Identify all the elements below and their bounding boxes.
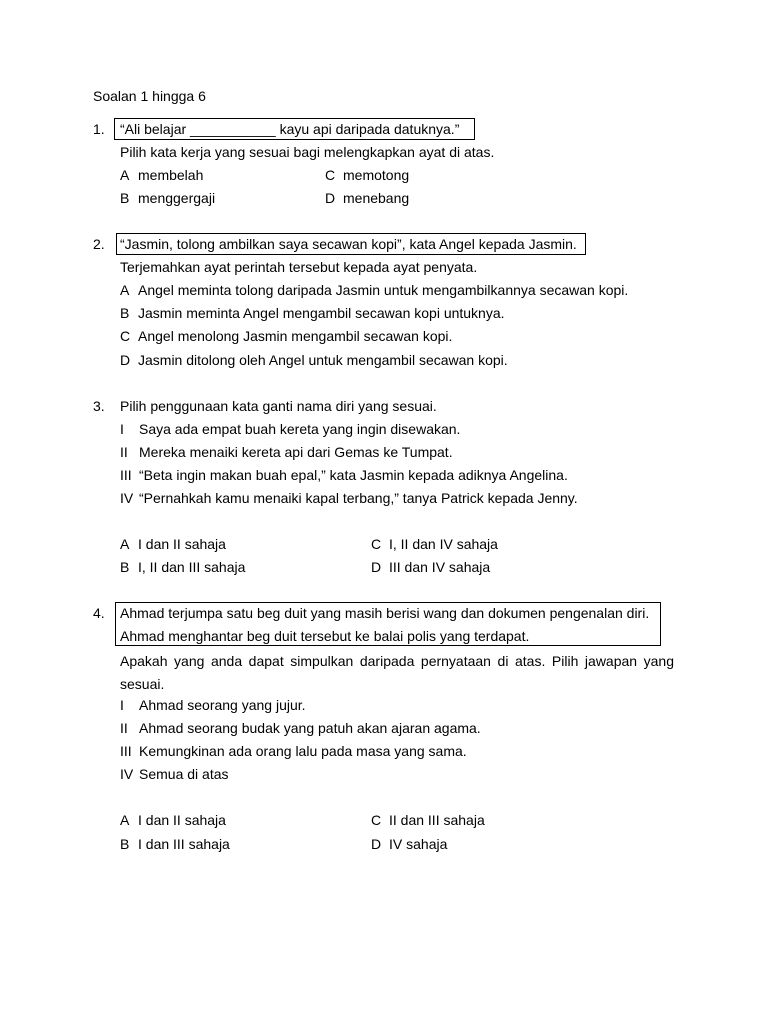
statement-i bbox=[120, 696, 306, 714]
statement-text: Semua di atas bbox=[139, 766, 229, 782]
question-number: 2. bbox=[93, 236, 105, 252]
option-b bbox=[120, 835, 230, 853]
option-c bbox=[325, 166, 409, 184]
statement-text: Ahmad seorang yang jujur. bbox=[139, 697, 306, 713]
option-text: Jasmin ditolong oleh Angel untuk mengambil secawan kopi. bbox=[138, 352, 508, 368]
statement-iii bbox=[120, 466, 568, 484]
option-a bbox=[120, 535, 226, 553]
option-letter: D bbox=[325, 190, 336, 206]
option-letter: D bbox=[371, 836, 382, 852]
option-a bbox=[120, 166, 203, 184]
option-letter: A bbox=[120, 282, 130, 298]
option-b bbox=[120, 189, 215, 207]
option-text: I dan III sahaja bbox=[138, 836, 230, 852]
question-number: 1. bbox=[93, 121, 105, 137]
option-a bbox=[120, 281, 628, 299]
statement-text: Mereka menaiki kereta api dari Gemas ke Tumpat. bbox=[139, 444, 453, 460]
statement-numeral: I bbox=[120, 697, 124, 713]
statement-text: “Beta ingin makan buah epal,” kata Jasmin kepada adiknya Angelina. bbox=[139, 467, 568, 483]
option-text: menggergaji bbox=[138, 190, 216, 206]
statement-numeral: IV bbox=[120, 490, 134, 506]
option-text: membelah bbox=[138, 167, 204, 183]
question-number: 4. bbox=[93, 605, 105, 621]
option-letter: B bbox=[120, 836, 130, 852]
option-letter: C bbox=[371, 812, 382, 828]
option-letter: C bbox=[120, 328, 131, 344]
option-c bbox=[371, 535, 498, 553]
boxed-sentence: “Ali belajar ___________ kayu api daripada datuknya.” bbox=[120, 121, 460, 137]
statement-text: Kemungkinan ada orang lalu pada masa yang sama. bbox=[139, 743, 467, 759]
statement-text: Ahmad seorang budak yang patuh akan ajaran agama. bbox=[139, 720, 481, 736]
question-prompt: Pilih kata kerja yang sesuai bagi melengkapkan ayat di atas. bbox=[120, 144, 495, 160]
option-b bbox=[120, 304, 505, 322]
option-text: Angel meminta tolong daripada Jasmin untuk mengambilkannya secawan kopi. bbox=[138, 282, 629, 298]
boxed-sentence: “Jasmin, tolong ambilkan saya secawan kopi”, kata Angel kepada Jasmin. bbox=[120, 236, 577, 252]
scenario-line-1: Ahmad terjumpa satu beg duit yang masih berisi wang dan dokumen pengenalan diri. bbox=[120, 605, 650, 621]
statement-numeral: III bbox=[120, 743, 132, 759]
question-prompt: Terjemahkan ayat perintah tersebut kepada ayat penyata. bbox=[120, 259, 478, 275]
option-text: I, II dan III sahaja bbox=[138, 559, 246, 575]
scenario-line-2: Ahmad menghantar beg duit tersebut ke balai polis yang terdapat. bbox=[120, 628, 530, 644]
statement-text: Saya ada empat buah kereta yang ingin disewakan. bbox=[139, 421, 461, 437]
statement-iii bbox=[120, 742, 467, 760]
statement-iv bbox=[120, 765, 229, 783]
question-number: 3. bbox=[93, 398, 105, 414]
option-letter: A bbox=[120, 812, 130, 828]
option-letter: D bbox=[120, 352, 131, 368]
statement-numeral: III bbox=[120, 467, 132, 483]
page-title: Soalan 1 hingga 6 bbox=[93, 88, 206, 104]
statement-numeral: I bbox=[120, 421, 124, 437]
statement-ii bbox=[120, 719, 481, 737]
option-a bbox=[120, 811, 226, 829]
option-letter: B bbox=[120, 559, 130, 575]
option-d bbox=[371, 835, 447, 853]
option-text: Jasmin meminta Angel mengambil secawan kopi untuknya. bbox=[138, 305, 505, 321]
statement-ii bbox=[120, 443, 453, 461]
statement-i bbox=[120, 420, 460, 438]
option-text: II dan III sahaja bbox=[389, 812, 485, 828]
option-text: IV sahaja bbox=[389, 836, 448, 852]
option-text: menebang bbox=[343, 190, 410, 206]
statement-numeral: II bbox=[120, 444, 128, 460]
option-letter: A bbox=[120, 167, 130, 183]
option-text: memotong bbox=[343, 167, 410, 183]
option-c bbox=[371, 811, 485, 829]
option-d bbox=[371, 558, 490, 576]
option-letter: C bbox=[325, 167, 336, 183]
option-text: I dan II sahaja bbox=[138, 536, 226, 552]
option-text: I, II dan IV sahaja bbox=[389, 536, 498, 552]
option-text: Angel menolong Jasmin mengambil secawan kopi. bbox=[138, 328, 453, 344]
option-text: I dan II sahaja bbox=[138, 812, 226, 828]
option-letter: B bbox=[120, 305, 130, 321]
statement-iv bbox=[120, 489, 578, 507]
option-c bbox=[120, 327, 452, 345]
statement-numeral: IV bbox=[120, 766, 134, 782]
option-letter: A bbox=[120, 536, 130, 552]
option-letter: B bbox=[120, 190, 130, 206]
option-b bbox=[120, 558, 245, 576]
option-d bbox=[120, 351, 508, 369]
statement-numeral: II bbox=[120, 720, 128, 736]
option-text: III dan IV sahaja bbox=[389, 559, 491, 575]
statement-text: “Pernahkah kamu menaiki kapal terbang,” tanya Patrick kepada Jenny. bbox=[139, 490, 578, 506]
option-letter: D bbox=[371, 559, 382, 575]
question-prompt: Apakah yang anda dapat simpulkan daripada pernyataan di atas. Pilih jawapan yang sesuai. bbox=[120, 653, 674, 692]
option-letter: C bbox=[371, 536, 382, 552]
question-prompt: Pilih penggunaan kata ganti nama diri yang sesuai. bbox=[120, 398, 437, 414]
option-d bbox=[325, 189, 409, 207]
